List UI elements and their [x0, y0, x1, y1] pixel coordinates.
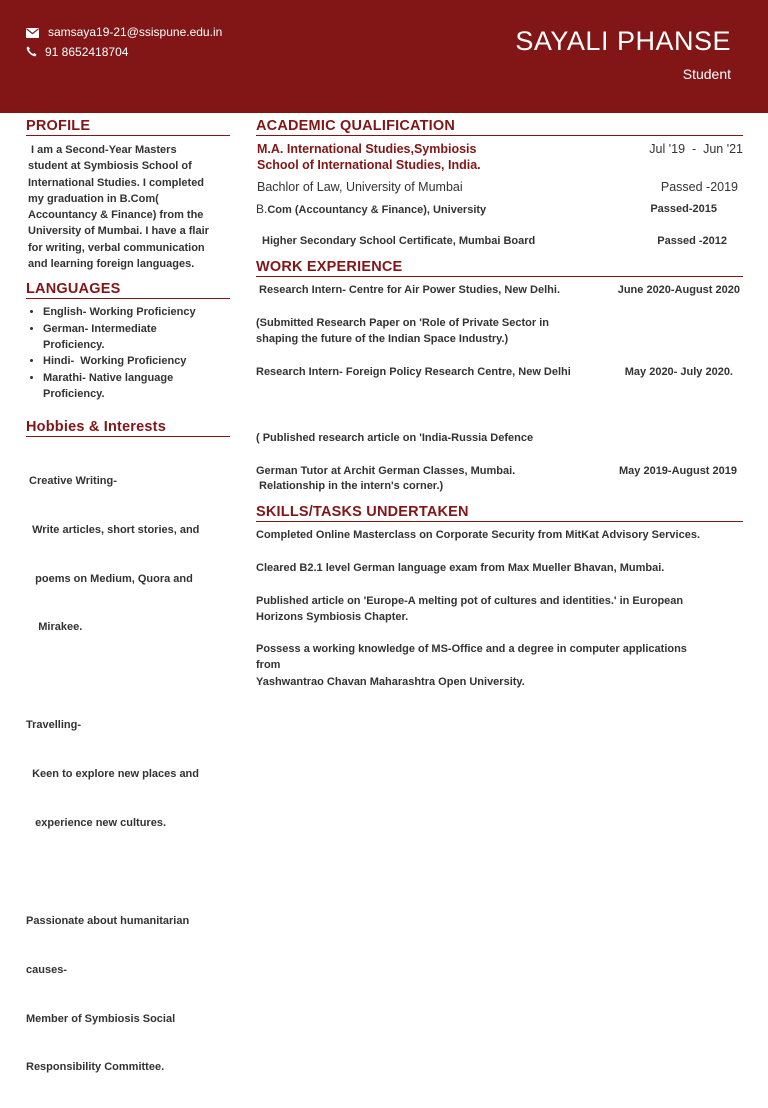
profile-line: International Studies. I completed — [28, 176, 205, 189]
skill-item: Completed Online Masterclass on Corporate Security from MitKat Advisory Services. — [256, 529, 700, 541]
hobby-line: causes- — [26, 963, 67, 976]
ma-line: School of International Studies, India. — [257, 158, 481, 172]
skill-item-line: Published article on 'Europe-A melting pot of cultures and identities.' in European — [256, 594, 684, 607]
language-item: • Marathi- Native language Proficiency. — [43, 370, 208, 403]
profile-line: Accountancy & Finance) from the — [28, 209, 204, 222]
header-banner — [0, 0, 768, 113]
llb-dates: Passed -2019 — [660, 180, 738, 194]
profile-text — [26, 142, 230, 272]
hobby-line: Keen to explore new places and — [26, 768, 199, 781]
bcom-text: Com (Accountancy & Finance), University — [267, 204, 487, 216]
job1-note — [256, 315, 549, 348]
hobbies-heading: Hobbies & Interests — [26, 419, 230, 437]
skill-item-line: Horizons Symbiosis Chapter. — [256, 610, 409, 623]
language-item: • Hindi- Working Proficiency — [43, 353, 230, 369]
phone-row — [26, 44, 226, 62]
phone-text[interactable]: 91 8652418704 — [45, 45, 129, 59]
ma-degree — [257, 141, 481, 173]
hobbies-content — [26, 440, 230, 1108]
language-item: • German- Intermediate Proficiency. — [43, 321, 193, 354]
job1-dates: June 2020-August 2020 — [617, 284, 740, 296]
candidate-name: SAYALI PHANSE — [515, 26, 731, 56]
hobby-title: Travelling- — [26, 719, 82, 732]
bcom-prefix: B. — [256, 202, 268, 216]
left-column — [26, 118, 230, 1108]
skill-item: Cleared B2.1 level German language exam from Max Mueller Bhavan, Mumbai. — [256, 562, 665, 575]
skills-content — [256, 527, 743, 690]
profile-line: University of Mumbai. I have a flair — [28, 225, 209, 238]
llb-degree: Bachlor of Law, University of Mumbai — [257, 180, 463, 194]
skill-item-line: Possess a working knowledge of MS-Office and a degree in computer applications — [256, 643, 687, 656]
job2-dates: May 2020- July 2020. — [624, 366, 733, 378]
contact-info — [26, 24, 226, 63]
hobby-line: Passionate about humanitarian — [26, 914, 190, 927]
candidate-role: Student — [682, 66, 731, 82]
job2-title: Research Intern- Foreign Policy Research Centre, New Delhi — [256, 366, 571, 378]
email-text[interactable]: samsaya19-21@ssispune.edu.in — [48, 25, 223, 39]
job2-note-line: Relationship in the intern's corner.) — [256, 480, 444, 493]
profile-line: my graduation in B.Com( — [28, 192, 159, 205]
hobby-title: Creative Writing- — [26, 474, 117, 487]
profile-line: for writing, verbal communication — [28, 241, 205, 254]
hsc-dates: Passed -2012 — [657, 235, 727, 247]
job2-note-line: ( Published research article on 'India-Russia Defence — [256, 431, 534, 444]
hobby-line: poems on Medium, Quora and — [26, 572, 193, 585]
work-heading: WORK EXPERIENCE — [256, 259, 743, 277]
envelope-icon — [26, 26, 39, 43]
job1-title: Research Intern- Centre for Air Power Studies, New Delhi. — [256, 284, 560, 296]
email-row — [26, 24, 226, 41]
job3-dates: May 2019-August 2019 — [619, 465, 737, 477]
skill-item-line: Yashwantrao Chavan Maharashtra Open University. — [256, 675, 525, 688]
languages-list — [26, 304, 230, 402]
bcom-dates: Passed-2015 — [650, 203, 717, 215]
language-item: • English- Working Proficiency — [43, 304, 230, 320]
hobby-line: Responsibility Committee. — [26, 1061, 165, 1074]
job3-title: German Tutor at Archit German Classes, Mumbai. — [256, 465, 516, 477]
hobby-line: Write articles, short stories, and — [26, 523, 200, 536]
profile-line: and learning foreign languages. — [28, 258, 195, 271]
ma-line: M.A. International Studies,Symbiosis — [257, 142, 477, 156]
job1-note-line: (Submitted Research Paper on 'Role of Private Sector in — [256, 317, 549, 329]
job1-note-line: shaping the future of the Indian Space Industry.) — [256, 333, 509, 346]
hsc-degree: Higher Secondary School Certificate, Mumbai Board — [262, 235, 536, 247]
skills-heading: SKILLS/TASKS UNDERTAKEN — [256, 504, 743, 522]
phone-icon — [26, 45, 44, 62]
ma-dates: Jul '19 - Jun '21 — [649, 142, 743, 156]
profile-line: student at Symbiosis School of — [28, 160, 192, 173]
hobby-line: Member of Symbiosis Social — [26, 1012, 176, 1025]
hobby-line: experience new cultures. — [26, 816, 167, 829]
languages-heading: LANGUAGES — [26, 281, 230, 299]
bcom-degree — [256, 201, 486, 218]
hobby-line: Mirakee. — [26, 621, 83, 634]
profile-line: I am a Second-Year Masters — [28, 144, 177, 156]
profile-heading: PROFILE — [26, 118, 230, 136]
academic-heading: ACADEMIC QUALIFICATION — [256, 118, 743, 136]
skill-item-line: from — [256, 659, 281, 672]
